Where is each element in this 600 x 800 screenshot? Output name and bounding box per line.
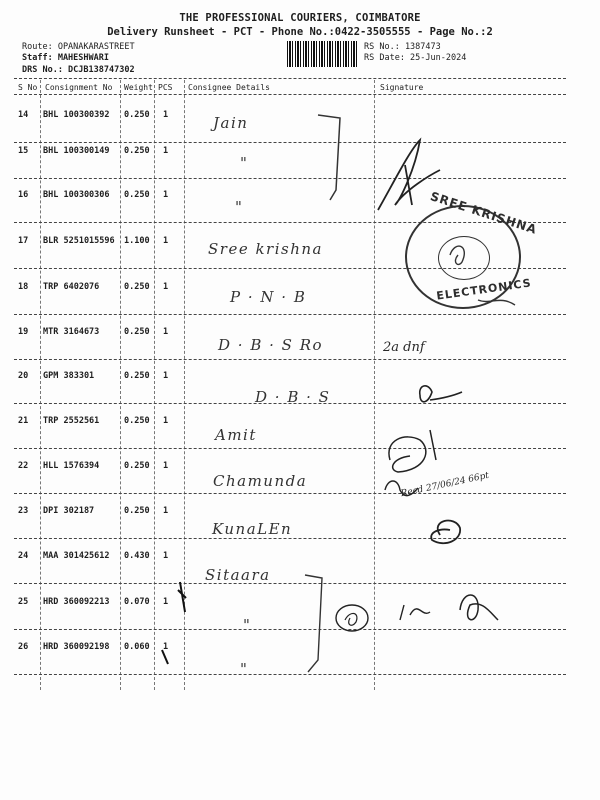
cell-weight: 0.250 <box>124 190 150 200</box>
cell-pcs: 1 <box>163 597 169 607</box>
cell-sno: 20 <box>18 371 29 381</box>
stamp-text-bottom: ELECTRONICS <box>435 276 533 303</box>
cell-consignment: TRP 6402076 <box>43 282 100 292</box>
stamp-text-top: SREE KRISHNA <box>428 189 539 237</box>
cell-weight: 0.250 <box>124 282 150 292</box>
signature-scrawl <box>450 246 464 264</box>
cell-pcs: 1 <box>163 327 169 337</box>
col-consignment: Consignment No <box>45 83 113 92</box>
cell-consignment: TRP 2552561 <box>43 416 100 426</box>
cell-weight: 0.250 <box>124 506 150 516</box>
cell-sno: 23 <box>18 506 29 516</box>
cell-sno: 26 <box>18 642 29 652</box>
signature-text-19: 2a dnf <box>383 340 425 355</box>
handwritten-consignee: Sree krishna <box>208 240 323 258</box>
cell-weight: 0.250 <box>124 146 150 156</box>
handwritten-consignee: KunaLEn <box>212 520 293 538</box>
cell-pcs: 1 <box>163 190 169 200</box>
cell-weight: 0.070 <box>124 597 150 607</box>
cell-consignment: BHL 100300149 <box>43 146 110 156</box>
cell-sno: 19 <box>18 327 29 337</box>
cell-weight: 0.250 <box>124 461 150 471</box>
signature-scrawl <box>378 140 440 210</box>
handwritten-consignee: " <box>240 660 249 678</box>
cell-pcs: 1 <box>163 416 169 426</box>
cell-consignment: HRD 360092198 <box>43 642 110 652</box>
handwritten-consignee: Chamunda <box>213 472 308 490</box>
cell-pcs: 1 <box>163 461 169 471</box>
cell-weight: 0.250 <box>124 371 150 381</box>
rs-date: RS Date: 25-Jun-2024 <box>364 53 467 63</box>
cell-sno: 24 <box>18 551 29 561</box>
signature-scrawl <box>431 521 460 544</box>
cell-sno: 25 <box>18 597 29 607</box>
handwritten-consignee: " <box>235 198 244 216</box>
col-sno: S No <box>18 83 38 92</box>
handwritten-consignee: Amit <box>215 426 257 444</box>
col-consignee: Consignee Details <box>188 83 270 92</box>
cell-consignment: HLL 1576394 <box>43 461 100 471</box>
handwritten-consignee: D · B · S <box>255 388 331 406</box>
cell-consignment: BHL 100300392 <box>43 110 110 120</box>
signature-scrawl <box>478 300 515 305</box>
route-label: Route: OPANAKARASTREET <box>22 42 135 52</box>
cell-consignment: GPM 383301 <box>43 371 95 381</box>
cell-weight: 0.250 <box>124 327 150 337</box>
cell-pcs: 1 <box>163 371 169 381</box>
cell-pcs: 1 <box>163 110 169 120</box>
rs-number: RS No.: 1387473 <box>364 42 441 52</box>
handwritten-consignee: P · N · B <box>230 288 307 306</box>
cell-sno: 21 <box>18 416 29 426</box>
signature-scrawl <box>178 582 186 612</box>
handwritten-consignee: Jain <box>213 114 249 132</box>
cell-consignment: MTR 3164673 <box>43 327 100 337</box>
cell-sno: 14 <box>18 110 29 120</box>
cell-consignment: BLR 5251015596 <box>43 236 115 246</box>
cell-sno: 18 <box>18 282 29 292</box>
signature-scrawl <box>162 650 168 664</box>
staff-label: Staff: MAHESHWARI <box>22 53 109 63</box>
cell-sno: 17 <box>18 236 29 246</box>
signature-scrawl <box>420 386 462 402</box>
col-signature: Signature <box>380 83 424 92</box>
cell-pcs: 1 <box>163 506 169 516</box>
cell-weight: 0.430 <box>124 551 150 561</box>
drs-number: DRS No.: DCJB138747302 <box>22 65 135 75</box>
handwritten-consignee: D · B · S Ro <box>218 336 324 354</box>
cell-weight: 1.100 <box>124 236 150 246</box>
cell-sno: 16 <box>18 190 29 200</box>
cell-sno: 15 <box>18 146 29 156</box>
cell-pcs: 1 <box>163 282 169 292</box>
company-title: THE PROFESSIONAL COURIERS, COIMBATORE <box>179 12 421 24</box>
bracket-mark <box>318 115 340 200</box>
signature-scrawl <box>305 575 322 672</box>
handwritten-consignee: " <box>243 616 252 634</box>
cell-pcs: 1 <box>163 642 169 652</box>
handwritten-consignee: Sitaara <box>205 566 271 584</box>
col-pcs: PCS <box>158 83 173 92</box>
handwritten-consignee: " <box>240 154 249 172</box>
cell-weight: 0.060 <box>124 642 150 652</box>
signature-scrawl <box>389 430 436 472</box>
col-weight: Weight <box>124 83 153 92</box>
cell-consignment: DPI 302187 <box>43 506 95 516</box>
signature-scrawl <box>345 613 357 625</box>
runsheet-subtitle: Delivery Runsheet - PCT - Phone No.:0422-3505555 - Page No.:2 <box>107 26 493 38</box>
cell-consignment: MAA 301425612 <box>43 551 110 561</box>
signature-scrawl <box>460 595 498 620</box>
cell-weight: 0.250 <box>124 416 150 426</box>
cell-sno: 22 <box>18 461 29 471</box>
signature-circle <box>336 605 368 631</box>
cell-consignment: BHL 100300306 <box>43 190 110 200</box>
cell-weight: 0.250 <box>124 110 150 120</box>
cell-pcs: 1 <box>163 236 169 246</box>
cell-pcs: 1 <box>163 551 169 561</box>
signature-text-22: Recd 27/06/24 66pt <box>399 470 490 500</box>
cell-pcs: 1 <box>163 146 169 156</box>
cell-consignment: HRD 360092213 <box>43 597 110 607</box>
signature-scrawl <box>400 605 430 620</box>
